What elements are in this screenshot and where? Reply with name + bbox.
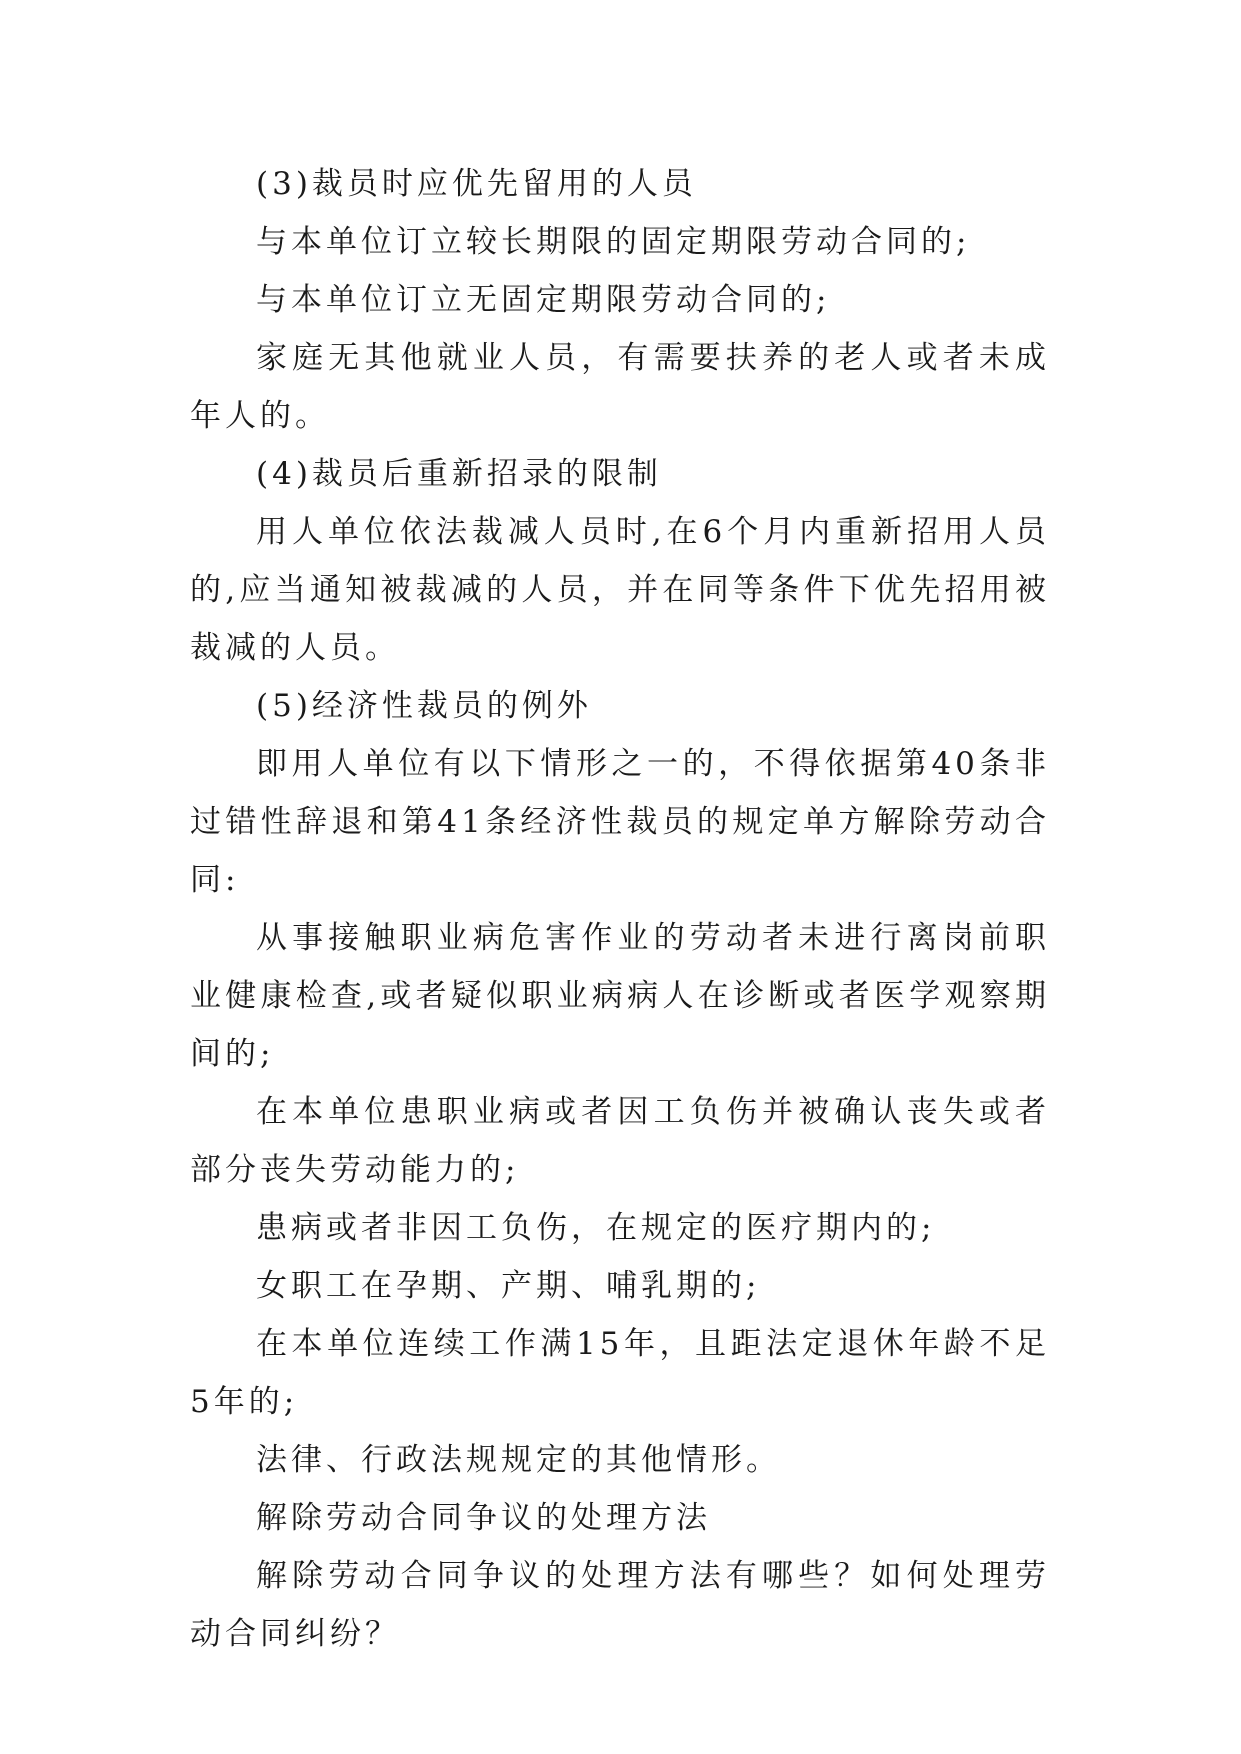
- paragraph: 法律、行政法规规定的其他情形。: [256, 1442, 781, 1478]
- paragraph: 解除劳动合同争议的处理方法: [256, 1500, 711, 1536]
- paragraph: (5)经济性裁员的例外: [256, 688, 592, 724]
- paragraph: 女职工在孕期、产期、哺乳期的;: [256, 1268, 761, 1304]
- paragraph: (4)裁员后重新招录的限制: [256, 456, 662, 492]
- paragraph: 患病或者非因工负伤，在规定的医疗期内的;: [256, 1210, 936, 1246]
- paragraph: 从事接触职业病危害作业的劳动者未进行离岗前职业健康检查,或者疑似职业病病人在诊断或者医学观察期间的;: [190, 920, 1050, 1072]
- paragraph: 与本单位订立无固定期限劳动合同的;: [256, 282, 831, 318]
- paragraph: (3)裁员时应优先留用的人员: [256, 166, 697, 202]
- paragraph: 家庭无其他就业人员，有需要扶养的老人或者未成年人的。: [190, 340, 1050, 434]
- paragraph: 解除劳动合同争议的处理方法有哪些？如何处理劳动合同纠纷？: [190, 1558, 1050, 1652]
- document-body: [190, 155, 1050, 1663]
- paragraph: 与本单位订立较长期限的固定期限劳动合同的;: [256, 224, 971, 260]
- paragraph: 在本单位患职业病或者因工负伤并被确认丧失或者部分丧失劳动能力的;: [190, 1094, 1050, 1188]
- paragraph: 即用人单位有以下情形之一的，不得依据第40条非过错性辞退和第41条经济性裁员的规定单方解除劳动合同:: [190, 746, 1050, 898]
- paragraph: 用人单位依法裁减人员时,在6个月内重新招用人员的,应当通知被裁减的人员，并在同等条件下优先招用被裁减的人员。: [190, 514, 1050, 666]
- paragraph: 在本单位连续工作满15年，且距法定退休年龄不足5年的;: [190, 1326, 1050, 1420]
